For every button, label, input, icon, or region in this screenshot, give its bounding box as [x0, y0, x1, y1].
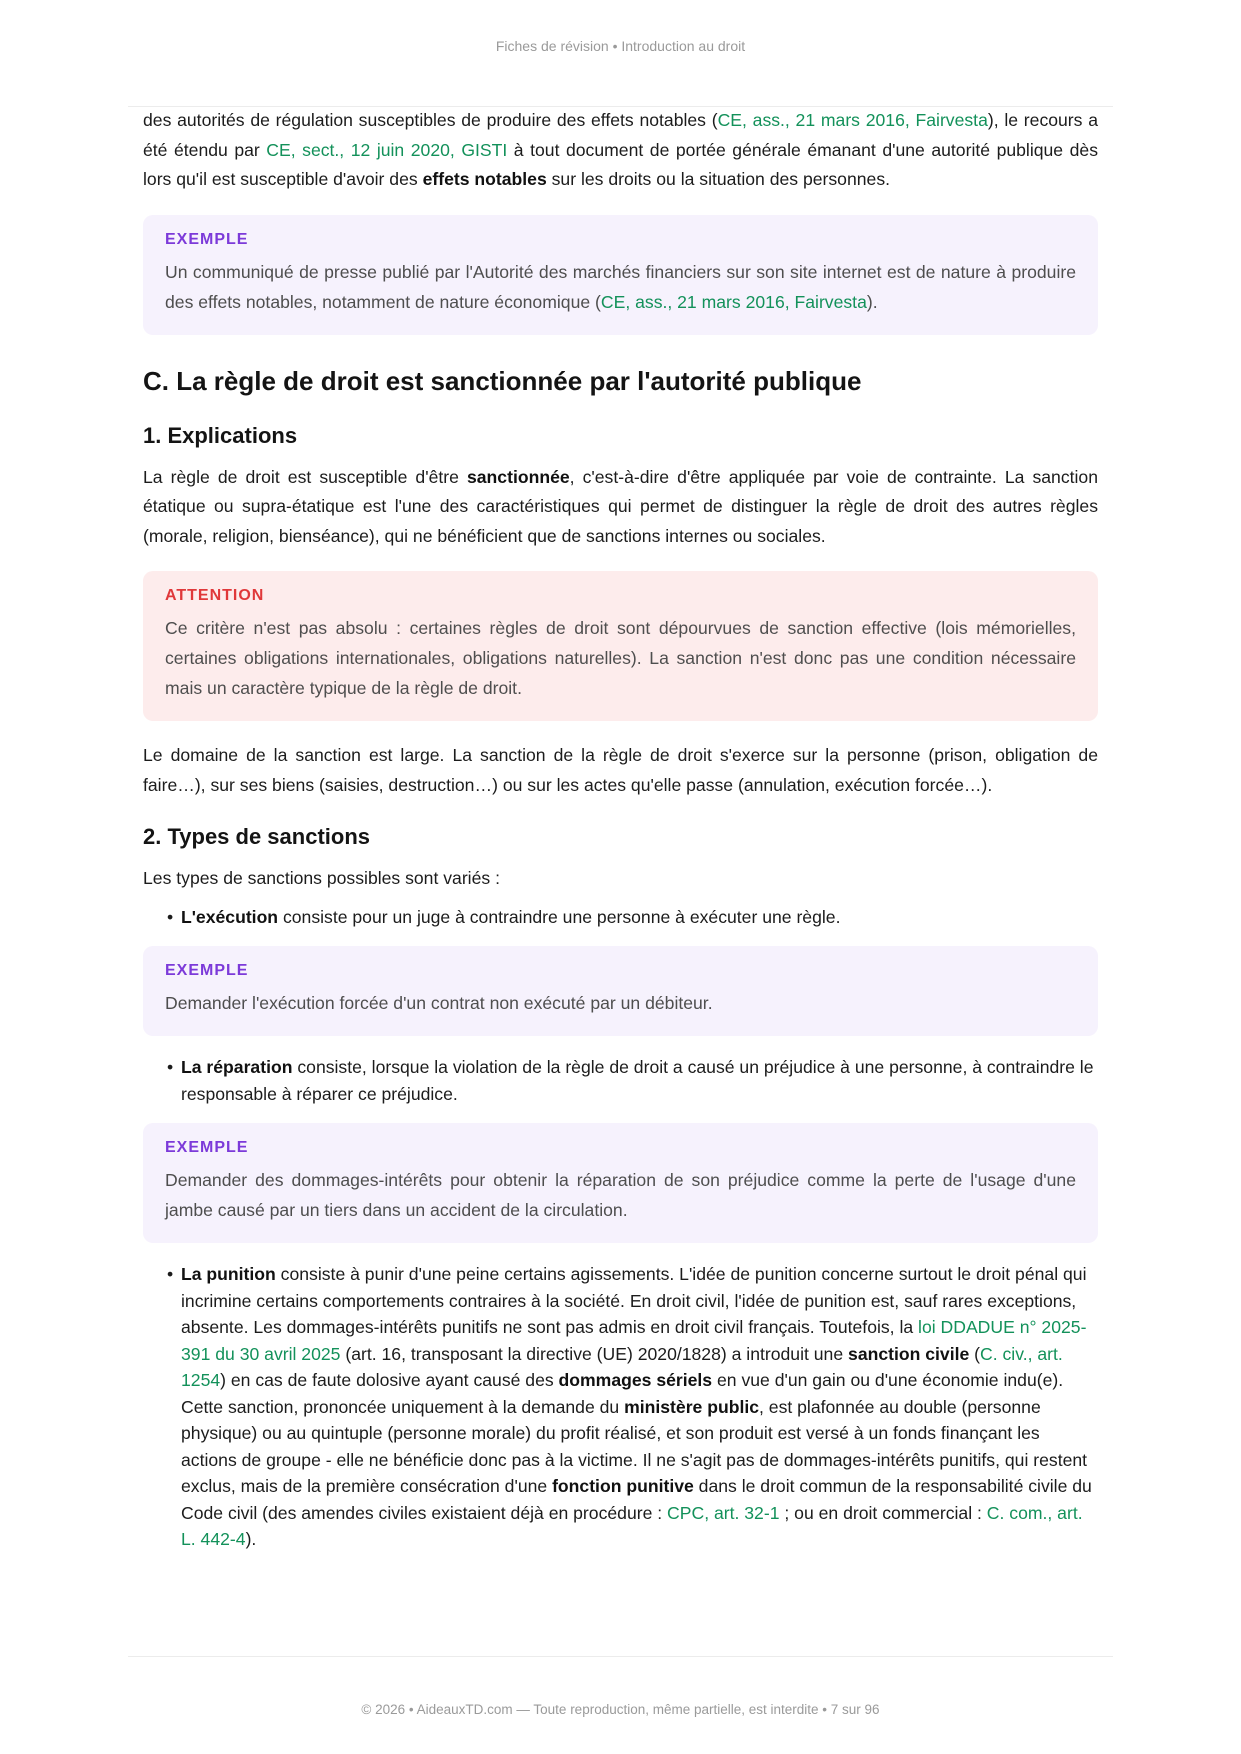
bullet-dot: •: [167, 1057, 174, 1077]
bullet2-text: consiste, lorsque la violation de la règle de droit a causé un préjudice à une personne, à contraindre le responsable à réparer ce préjudice.: [181, 1057, 1094, 1104]
types-intro: Les types de sanctions possibles sont variés :: [143, 868, 500, 888]
example-box-2: [143, 946, 1098, 1036]
subsection-title-explications: 1. Explications: [143, 422, 298, 448]
citation-fairvesta: CE, ass., 21 mars 2016, Fairvesta: [600, 291, 867, 312]
page-header: Fiches de révision • Introduction au droit: [495, 38, 746, 54]
citation-gisti: CE, sect., 12 juin 2020, GISTI: [266, 139, 508, 160]
bullet3-text-5: en vue d'un gain ou d'une économie indu(e). Cette sanction, prononcée uniquement à la demande du: [181, 1370, 1064, 1417]
bullet3-bold-fonction: fonction punitive: [552, 1476, 694, 1496]
intro-paragraph: [143, 106, 1098, 195]
citation-code-commerce: C. com., art. L. 442-4: [181, 1502, 1083, 1549]
example1-text-1: Un communiqué de presse publié par l'Autorité des marchés financiers sur son site internet est de nature à produire des effets notables, notamment de nature économique (: [165, 261, 1076, 312]
footer-divider: [128, 1656, 1113, 1657]
bullet3-text-6: , est plafonnée au double (personne physique) ou au quintuple (personne morale) du profit réalisé, et son produit est versé à un fonds finançant les actions de groupe - elle ne bénéficie donc pas à la victime. Il ne s'agit pas de dommages-intérêts punitifs, qui restent exclus, mais de la première consécration d'une: [181, 1396, 1088, 1496]
example-box-1: [143, 215, 1098, 335]
bullet1-bold: L'exécution: [181, 906, 279, 927]
example-label: EXEMPLE: [165, 230, 249, 248]
example1-text-2: ).: [866, 291, 878, 312]
intro-bold-effets: effets notables: [422, 169, 547, 189]
expl-text-1: La règle de droit est susceptible d'être: [143, 466, 467, 487]
intro-text-3: à tout document de portée générale émanant d'une autorité publique dès lors qu'il est susceptible d'avoir des: [143, 139, 1098, 189]
example-text: Demander des dommages-intérêts pour obtenir la réparation de son préjudice comme la perte de l'usage d'une jambe causé par un tiers dans un accident de la circulation.: [165, 1170, 1076, 1220]
list-item-execution: [143, 904, 1098, 931]
bullet3-text-8: ; ou en droit commercial :: [779, 1502, 987, 1523]
bullet3-bold-dommages: dommages sériels: [558, 1370, 713, 1390]
intro-text-2: ), le recours a été étendu par: [143, 110, 1098, 160]
bullet3-bold-ministere: ministère public: [624, 1396, 760, 1417]
citation-fairvesta: CE, ass., 21 mars 2016, Fairvesta: [717, 110, 988, 130]
list-item-reparation: [143, 1054, 1098, 1107]
bullet3-bold-punition: La punition: [181, 1264, 276, 1284]
bullet3-text-3: (: [969, 1343, 981, 1364]
domaine-paragraph: Le domaine de la sanction est large. La sanction de la règle de droit s'exerce sur la personne (prison, obligation de faire…), sur ses biens (saisies, destruction…) ou sur les actes qu'elle passe (annulation, exécution forcée…).: [143, 745, 1098, 795]
expl-bold: sanctionnée: [466, 466, 570, 487]
example-box-3: [143, 1123, 1098, 1243]
intro-text-1: des autorités de régulation susceptibles de produire des effets notables (: [143, 110, 718, 130]
bullet1-text: consiste pour un juge à contraindre une personne à exécuter une règle.: [278, 906, 841, 927]
citation-code-civil: C. civ., art. 1254: [181, 1343, 1063, 1390]
expl-text-2: , c'est-à-dire d'être appliquée par voie de contrainte. La sanction étatique ou supra-étatique est l'une des caractéristiques qui permet de distinguer la règle de droit des autres règles (morale, religion, bienséance), qui ne bénéficient que de sanctions internes ou sociales.: [143, 466, 1098, 546]
intro-text-4: sur les droits ou la situation des personnes.: [546, 169, 891, 189]
citation-loi-ddadue: loi DDADUE n° 2025-391 du 30 avril 2025: [181, 1317, 1087, 1364]
attention-label: ATTENTION: [165, 587, 265, 604]
example-label: EXEMPLE: [165, 1139, 249, 1156]
attention-box: [143, 571, 1098, 721]
citation-cpc: CPC, art. 32-1: [667, 1502, 780, 1523]
attention-text: Ce critère n'est pas absolu : certaines règles de droit sont dépourvues de sanction effective (lois mémorielles, certaines obligations internationales, obligations naturelles). La sanction n'est donc pas une condition nécessaire mais un caractère typique de la règle de droit.: [165, 618, 1076, 698]
bullet3-text-2: (art. 16, transposant la directive (UE) 2020/1828) a introduit une: [340, 1343, 849, 1364]
example-label: EXEMPLE: [165, 962, 249, 979]
page-footer: © 2026 • AideauxTD.com — Toute reproduction, même partielle, est interdite • 7 sur 96: [361, 1702, 880, 1717]
bullet-dot: •: [167, 1264, 174, 1284]
example-text: [165, 257, 1076, 317]
subsection-title-types: 2. Types de sanctions: [143, 824, 371, 849]
list-item-punition: [143, 1261, 1098, 1553]
bullet3-text-4: ) en cas de faute dolosive ayant causé des: [220, 1370, 559, 1390]
bullet-dot: •: [167, 906, 174, 927]
section-title: C. La règle de droit est sanctionnée par l'autorité publique: [143, 365, 862, 396]
example-text: Demander l'exécution forcée d'un contrat non exécuté par un débiteur.: [165, 993, 713, 1013]
bullet3-text-9: ).: [245, 1529, 257, 1549]
bullet3-text-7: dans le droit commun de la responsabilité civile du Code civil (des amendes civiles existaient déjà en procédure :: [181, 1476, 1092, 1523]
explications-paragraph: [143, 463, 1098, 552]
bullet3-bold-sanction-civile: sanction civile: [848, 1343, 970, 1364]
bullet3-text-1: consiste à punir d'une peine certains agissements. L'idée de punition concerne surtout le droit pénal qui incrimine certains comportements contraires à la société. En droit civil, l'idée de punition est, sauf rares exceptions, absente. Les dommages-intérêts punitifs ne sont pas admis en droit civil français. Toutefois, la: [181, 1264, 1087, 1337]
page-content: [143, 106, 1098, 1553]
bullet2-bold: La réparation: [181, 1057, 293, 1077]
